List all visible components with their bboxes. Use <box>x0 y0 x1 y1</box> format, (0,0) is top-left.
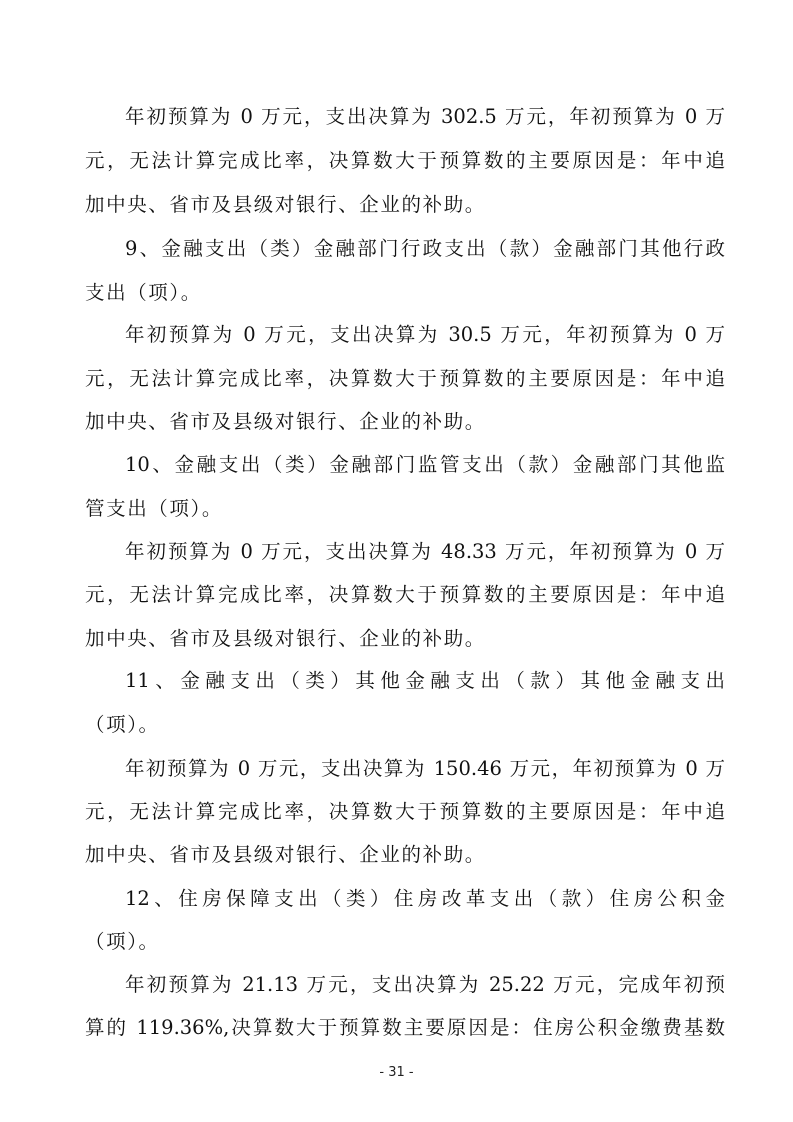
text-line: 元，无法计算完成比率，决算数大于预算数的主要原因是：年中追 <box>85 800 725 823</box>
text-line: 年初预算为 0 万元，支出决算为 302.5 万元，年初预算为 0 万 <box>125 105 725 128</box>
text-line: 元，无法计算完成比率，决算数大于预算数的主要原因是：年中追 <box>85 367 725 390</box>
text-line: 年初预算为 0 万元，支出决算为 150.46 万元，年初预算为 0 万 <box>125 757 725 780</box>
section-heading-9: 9、金融支出（类）金融部门行政支出（款）金融部门其他行政 <box>125 237 725 260</box>
text-line: 加中央、省市及县级对银行、企业的补助。 <box>85 193 486 216</box>
text-line: （项）。 <box>85 713 160 736</box>
text-line: 加中央、省市及县级对银行、企业的补助。 <box>85 843 486 866</box>
text-line: 管支出（项）。 <box>85 497 223 520</box>
text-line: 年初预算为 0 万元，支出决算为 48.33 万元，年初预算为 0 万 <box>125 540 725 563</box>
section-heading-12: 12、住房保障支出（类）住房改革支出（款）住房公积金 <box>125 887 725 910</box>
text-line: （项）。 <box>85 930 160 953</box>
text-line: 元，无法计算完成比率，决算数大于预算数的主要原因是：年中追 <box>85 583 725 606</box>
text-line: 算的 119.36%,决算数大于预算数主要原因是：住房公积金缴费基数 <box>85 1016 725 1039</box>
text-line: 元，无法计算完成比率，决算数大于预算数的主要原因是：年中追 <box>85 149 725 172</box>
text-line: 年初预算为 0 万元，支出决算为 30.5 万元，年初预算为 0 万 <box>125 323 725 346</box>
section-heading-11: 11、金融支出（类）其他金融支出（款）其他金融支出 <box>125 669 725 692</box>
page-number: - 31 - <box>379 1065 414 1080</box>
text-line: 年初预算为 21.13 万元，支出决算为 25.22 万元，完成年初预 <box>125 973 725 996</box>
text-line: 加中央、省市及县级对银行、企业的补助。 <box>85 627 486 650</box>
text-line: 加中央、省市及县级对银行、企业的补助。 <box>85 410 486 433</box>
section-heading-10: 10、金融支出（类）金融部门监管支出（款）金融部门其他监 <box>125 453 725 476</box>
text-line: 支出（项）。 <box>85 281 202 304</box>
